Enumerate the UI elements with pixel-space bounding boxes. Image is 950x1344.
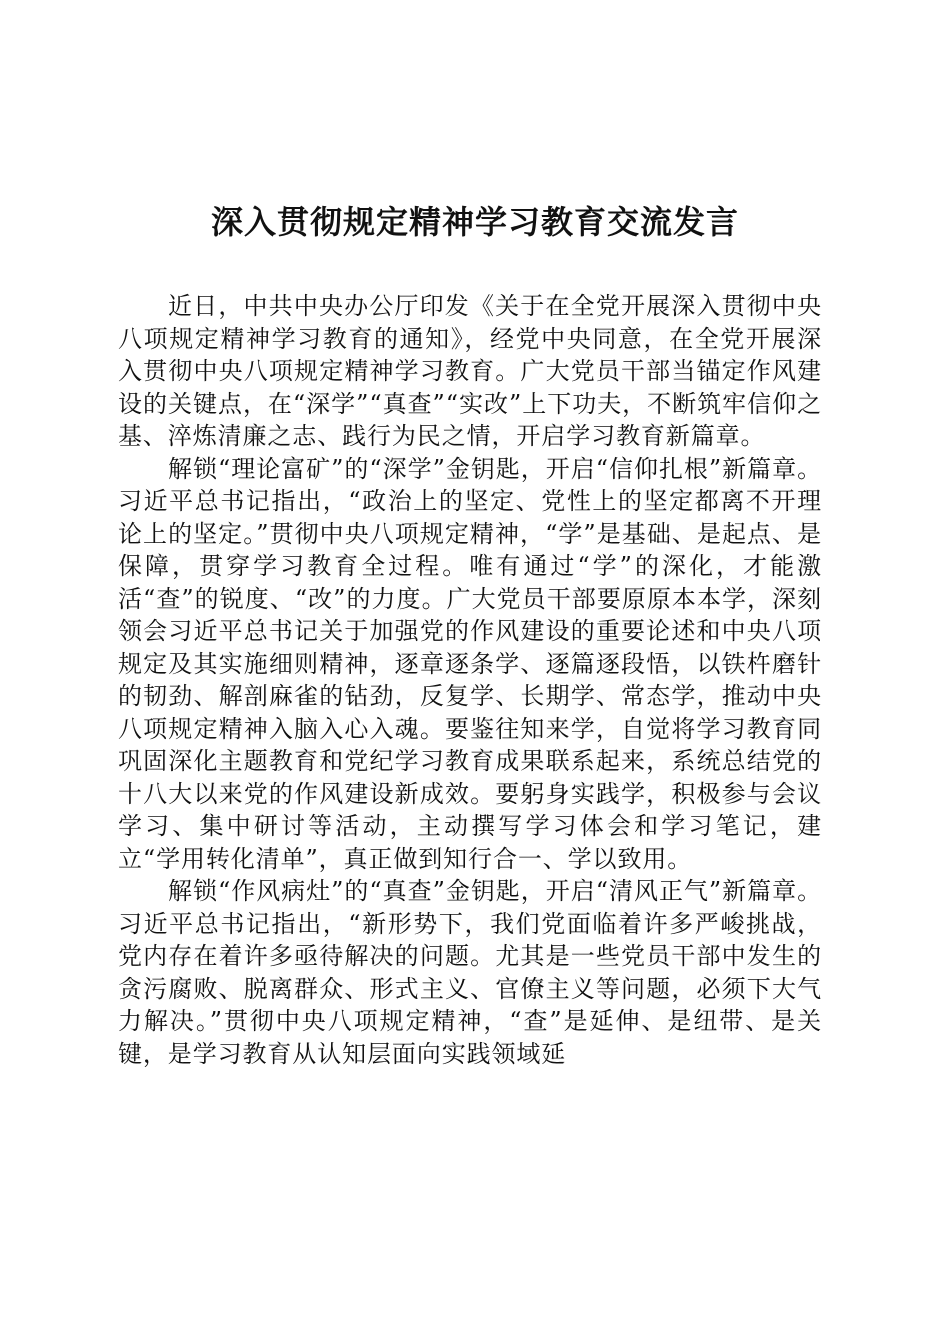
paragraph-true-check: 解锁“作风病灶”的“真查”金钥匙，开启“清风正气”新篇章。习近平总书记指出，“新形势下，我们党面临着许多严峻挑战，党内存在着许多亟待解决的问题。尤其是一些党员干部中发生的贪污腐败、脱离群众、形式主义、官僚主义等问题，必须下大气力解决。”贯彻中央八项规定精神，“查”是延伸、是纽带、是关键，是学习教育从认知层面向实践领域延 xyxy=(118,877,822,1068)
paragraph-deep-study: 解锁“理论富矿”的“深学”金钥匙，开启“信仰扎根”新篇章。习近平总书记指出，“政治上的坚定、党性上的坚定都离不开理论上的坚定。”贯彻中央八项规定精神，“学”是基础、是起点、是保障，贯穿学习教育全过程。唯有通过“学”的深化，才能激活“查”的锐度、“改”的力度。广大党员干部要原原本本学，深刻领会习近平总书记关于加强党的作风建设的重要论述和中央八项规定及其实施细则精神，逐章逐条学、逐篇逐段悟，以铁杵磨针的韧劲、解剖麻雀的钻劲，反复学、长期学、常态学，推动中央八项规定精神入脑入心入魂。要鉴往知来学，自觉将学习教育同巩固深化主题教育和党纪学习教育成果联系起来，系统总结党的十八大以来党的作风建设新成效。要躬身实践学，积极参与会议学习、集中研讨等活动，主动撰写学习体会和学习笔记，建立“学用转化清单”，真正做到知行合一、学以致用。 xyxy=(118,454,822,873)
document-title: 深入贯彻规定精神学习教育交流发言 xyxy=(210,203,739,241)
paragraph-intro: 近日，中共中央办公厅印发《关于在全党开展深入贯彻中央八项规定精神学习教育的通知》，经党中央同意，在全党开展深入贯彻中央八项规定精神学习教育。广大党员干部当锚定作风建设的关键点，在“深学”“真查”“实改”上下功夫，不断筑牢信仰之基、淬炼清廉之志、践行为民之情，开启学习教育新篇章。 xyxy=(118,292,822,450)
document-body xyxy=(118,290,822,1070)
